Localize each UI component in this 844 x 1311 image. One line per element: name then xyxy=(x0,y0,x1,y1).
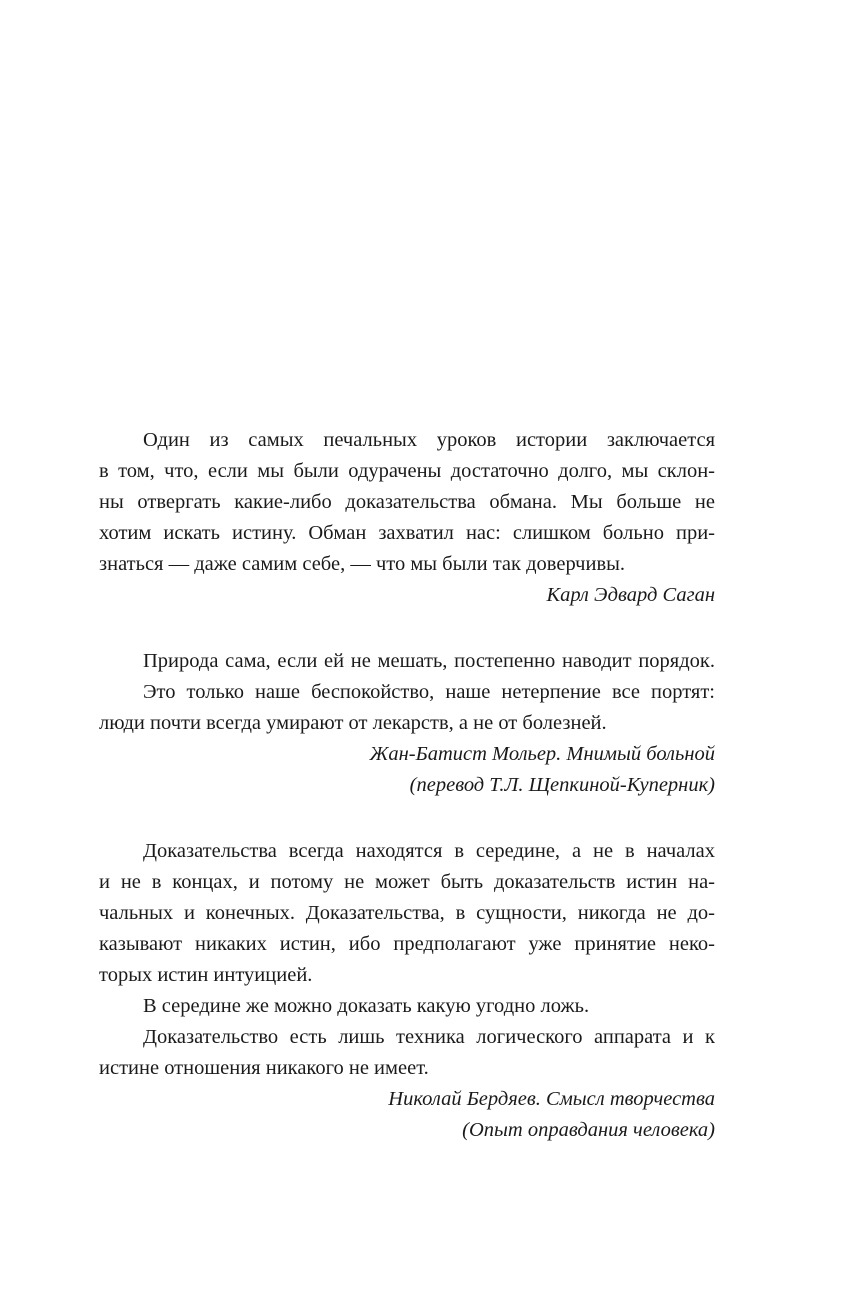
epigraph-berdyaev xyxy=(99,836,715,1146)
quote-line: казывают никаких истин, ибо предполагают уже принятие неко- xyxy=(99,933,715,955)
quote-attribution: Николай Бердяев. Смысл творчества xyxy=(388,1088,715,1110)
quote-line: В середине же можно доказать какую угодно ложь. xyxy=(143,995,590,1017)
epigraph-moliere xyxy=(99,646,715,801)
epigraph-sagan xyxy=(99,425,715,611)
quote-line: Доказательства всегда находятся в середине, а не в началах xyxy=(143,840,715,862)
quote-line: Это только наше беспокойство, наше нетерпение все портят: xyxy=(143,681,715,703)
quote-attribution: (Опыт оправдания человека) xyxy=(462,1119,715,1141)
quote-line: Доказательство есть лишь техника логического аппарата и к xyxy=(143,1026,715,1048)
quote-attribution: Карл Эдвард Саган xyxy=(546,584,715,606)
quote-line: в том, что, если мы были одурачены достаточно долго, мы склон- xyxy=(99,460,715,482)
quote-line: Один из самых печальных уроков истории заключается xyxy=(143,429,715,451)
quote-line: торых истин интуицией. xyxy=(99,964,313,986)
quote-attribution: (перевод Т.Л. Щепкиной-Куперник) xyxy=(409,774,715,796)
quote-line: хотим искать истину. Обман захватил нас: слишком больно при- xyxy=(99,522,715,544)
quote-attribution: Жан-Батист Мольер. Мнимый больной xyxy=(369,743,715,765)
quote-line: чальных и конечных. Доказательства, в сущности, никогда не до- xyxy=(99,902,715,924)
quote-line: знаться — даже самим себе, — что мы были так доверчивы. xyxy=(99,553,626,575)
quote-line: истине отношения никакого не имеет. xyxy=(99,1057,429,1079)
quote-line: люди почти всегда умирают от лекарств, а не от болезней. xyxy=(99,712,607,734)
quote-line: Природа сама, если ей не мешать, постепенно наводит порядок. xyxy=(143,650,715,672)
quote-line: и не в концах, и потому не может быть доказательств истин на- xyxy=(99,871,715,893)
quote-line: ны отвергать какие-либо доказательства обмана. Мы больше не xyxy=(99,491,715,513)
